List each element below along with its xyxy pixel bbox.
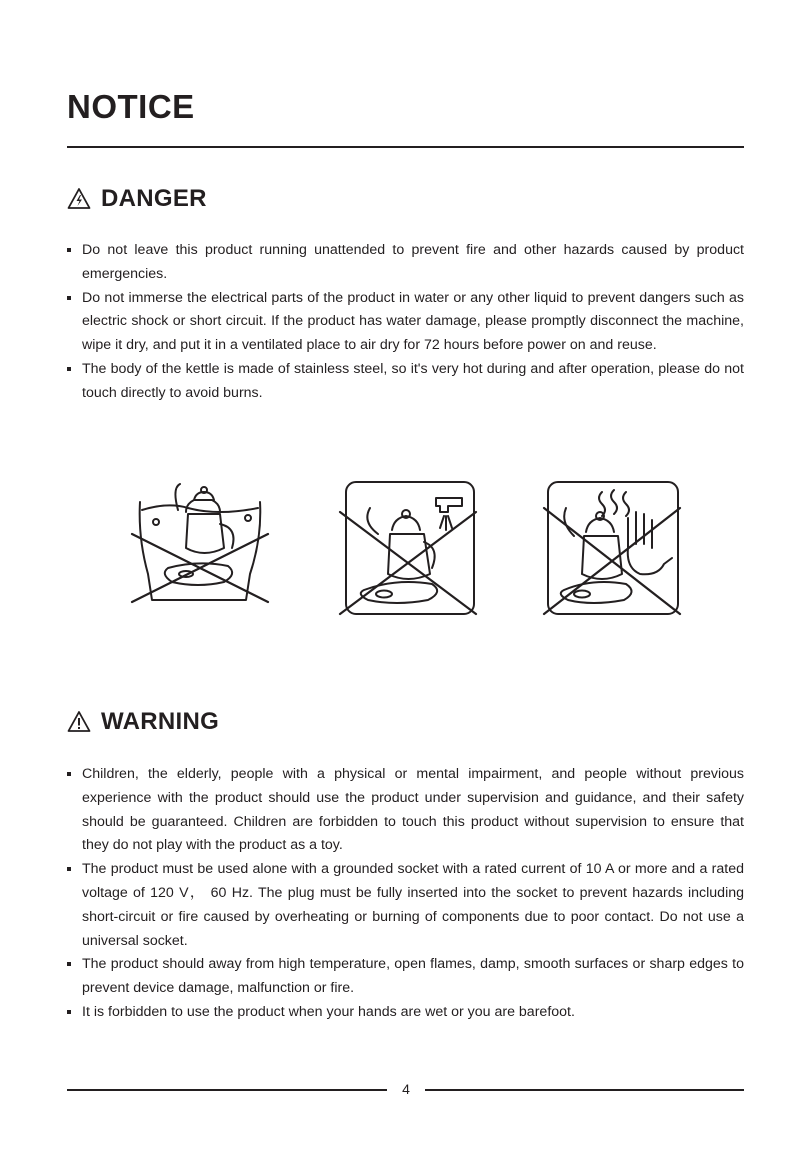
page-number: 4: [402, 1081, 410, 1097]
warning-item: The product should away from high temperature, open flames, damp, smooth surfaces or sharp edges to prevent device damage, malfunction or fire.: [67, 953, 744, 1001]
electric-hazard-triangle-icon: [67, 187, 91, 211]
warning-item: The product must be used alone with a grounded socket with a rated current of 10 A or more and a rated voltage of 120 V， 60 Hz. The plug must be fully inserted into the socket to prevent hazards including short-circuit or fire caused by overheating or burning of components due to poor contact. Do not use a universal socket.: [67, 858, 744, 953]
danger-item: Do not immerse the electrical parts of the product in water or any other liquid to prevent dangers such as electric shock or short circuit. If the product has water damage, please promptly disconnect the machine, wipe it dry, and put it in a ventilated place to air dry for 72 hours before power on and reuse.: [67, 287, 744, 358]
danger-heading: [67, 185, 207, 213]
danger-item: Do not leave this product running unattended to prevent fire and other hazards caused by product emergencies.: [67, 239, 744, 287]
no-immersion-kettle-icon: [128, 478, 272, 608]
footer-divider-left: [67, 1089, 387, 1091]
exclamation-triangle-icon: [67, 710, 91, 734]
danger-illustrations: [0, 478, 812, 618]
danger-item: The body of the kettle is made of stainless steel, so it's very hot during and after operation, please do not touch directly to avoid burns.: [67, 358, 744, 406]
warning-item: Children, the elderly, people with a physical or mental impairment, and people without previous experience with the product should use the product under supervision and guidance, and their safety should be guaranteed. Children are forbidden to touch this product without supervision to ensure that they do not play with the product as a toy.: [67, 763, 744, 858]
no-touch-hot-kettle-icon: [540, 478, 684, 618]
warning-heading: [67, 708, 219, 736]
danger-heading-text: DANGER: [101, 185, 207, 212]
no-water-on-base-icon: [336, 478, 480, 618]
warning-item: It is forbidden to use the product when your hands are wet or you are barefoot.: [67, 1001, 744, 1025]
page-title: NOTICE: [67, 88, 195, 125]
warning-heading-text: WARNING: [101, 708, 220, 735]
danger-list: [67, 239, 744, 406]
footer-divider-right: [425, 1089, 744, 1091]
title-divider: [67, 146, 744, 148]
warning-list: [67, 763, 744, 1025]
